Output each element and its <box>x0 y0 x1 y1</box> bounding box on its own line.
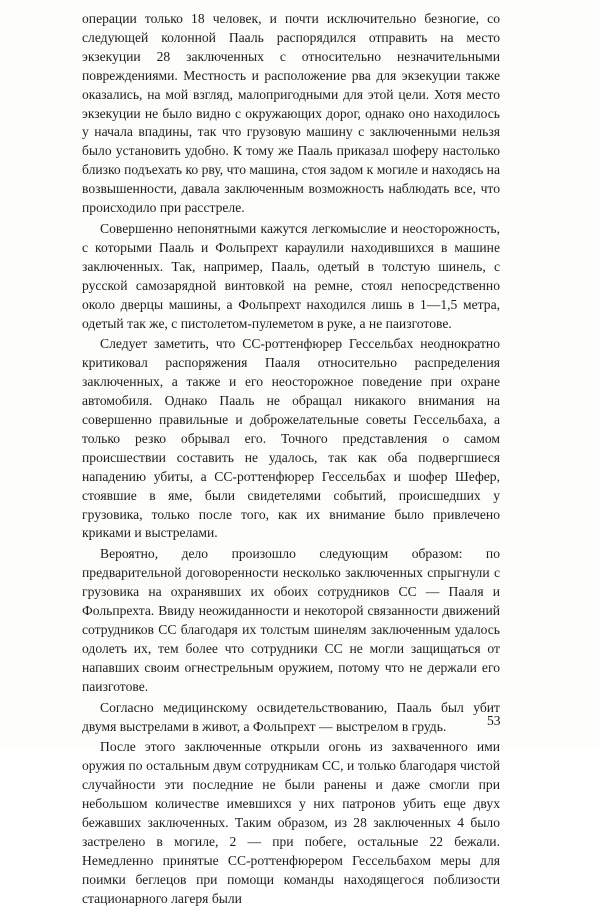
page-body-text <box>82 10 500 909</box>
paragraph-3: Следует заметить, что СС-роттенфюрер Гессельбах неоднократно критиковал распоряжения Пааля относительно распределения заключенных, а также и его неосторожное поведение при охране автомобиля. Однако Пааль не обращал никакого внимания на совершенно правильные и доброжелательные советы Гессельбаха, а только резко обрывал его. Точного представления о самом происшествии составить не удалось, так как оба подвергшиеся нападению убиты, а СС-роттенфюрер Гессельбах и шофер Шефер, стоявшие в яме, были свидетелями событий, происшедших у грузовика, только после того, как их внимание было привлечено криками и выстрелами. <box>82 336 500 541</box>
paragraph-1: операции только 18 человек, и почти исключительно безногие, со следующей колонной Пааль распорядился отправить на место экзекуции 28 заключенных с относительно незначительными повреждениями. Местность и расположение рва для экзекуции также оказались, на мой взгляд, малопригодными для этой цели. Хотя место экзекуции не было видно с окружающих дорог, однако оно находилось у начала впадины, так что грузовую машину с заключенными нельзя было установить удобно. К тому же Пааль приказал шоферу настолько близко подъехать ко рву, что машина, стоя задом к могиле и находясь на возвышенности, давала заключенным возможность наблюдать все, что происходило при расстреле. <box>82 11 500 216</box>
paragraph-5: Согласно медицинскому освидетельствованию, Пааль был убит двумя выстрелами в живот, а Фольпрехт — выстрелом в грудь. <box>82 699 500 734</box>
paragraph-2: Совершенно непонятными кажутся легкомыслие и неосторожность, с которыми Пааль и Фольпрехт караулили находившихся в машине заключенных. Так, например, Пааль, одетый в толстую шинель, с русской самозарядной винтовкой на ремне, стоял непосредственно около дверцы машины, а Фольпрехт находился лишь в 1—1,5 метра, одетый так же, с пистолетом-пулеметом в руке, а не паизготове. <box>82 220 500 331</box>
page-number: 53 <box>487 713 501 728</box>
paragraph-6: После этого заключенные открыли огонь из захваченного ими оружия по остальным двум сотрудникам СС, и только благодаря чистой случайности эти последние не были ранены и даже смогли при небольшом количестве имевшихся у них патронов убить еще двух бежавших заключенных. Таким образом, из 28 заключенных 4 было застрелено в могиле, 2 — при побеге, остальные 22 бежали. Немедленно принятые СС-роттенфюрером Гессельбахом меры для поимки беглецов при помощи команды находящегося поблизости стационарного лагеря были <box>82 739 500 906</box>
paragraph-4: Вероятно, дело произошло следующим образом: по предварительной договоренности несколько заключенных спрыгнули с грузовика на охранявших их обоих сотрудников СС — Пааля и Фольпрехта. Ввиду неожиданности и некоторой связанности движений сотрудников СС благодаря их толстым шинелям заключенным удалось одолеть их, тем более что сотрудники СС не могли защищаться от напавших своим огнестрельным оружием, потому что не держали его паизготове. <box>82 546 500 694</box>
